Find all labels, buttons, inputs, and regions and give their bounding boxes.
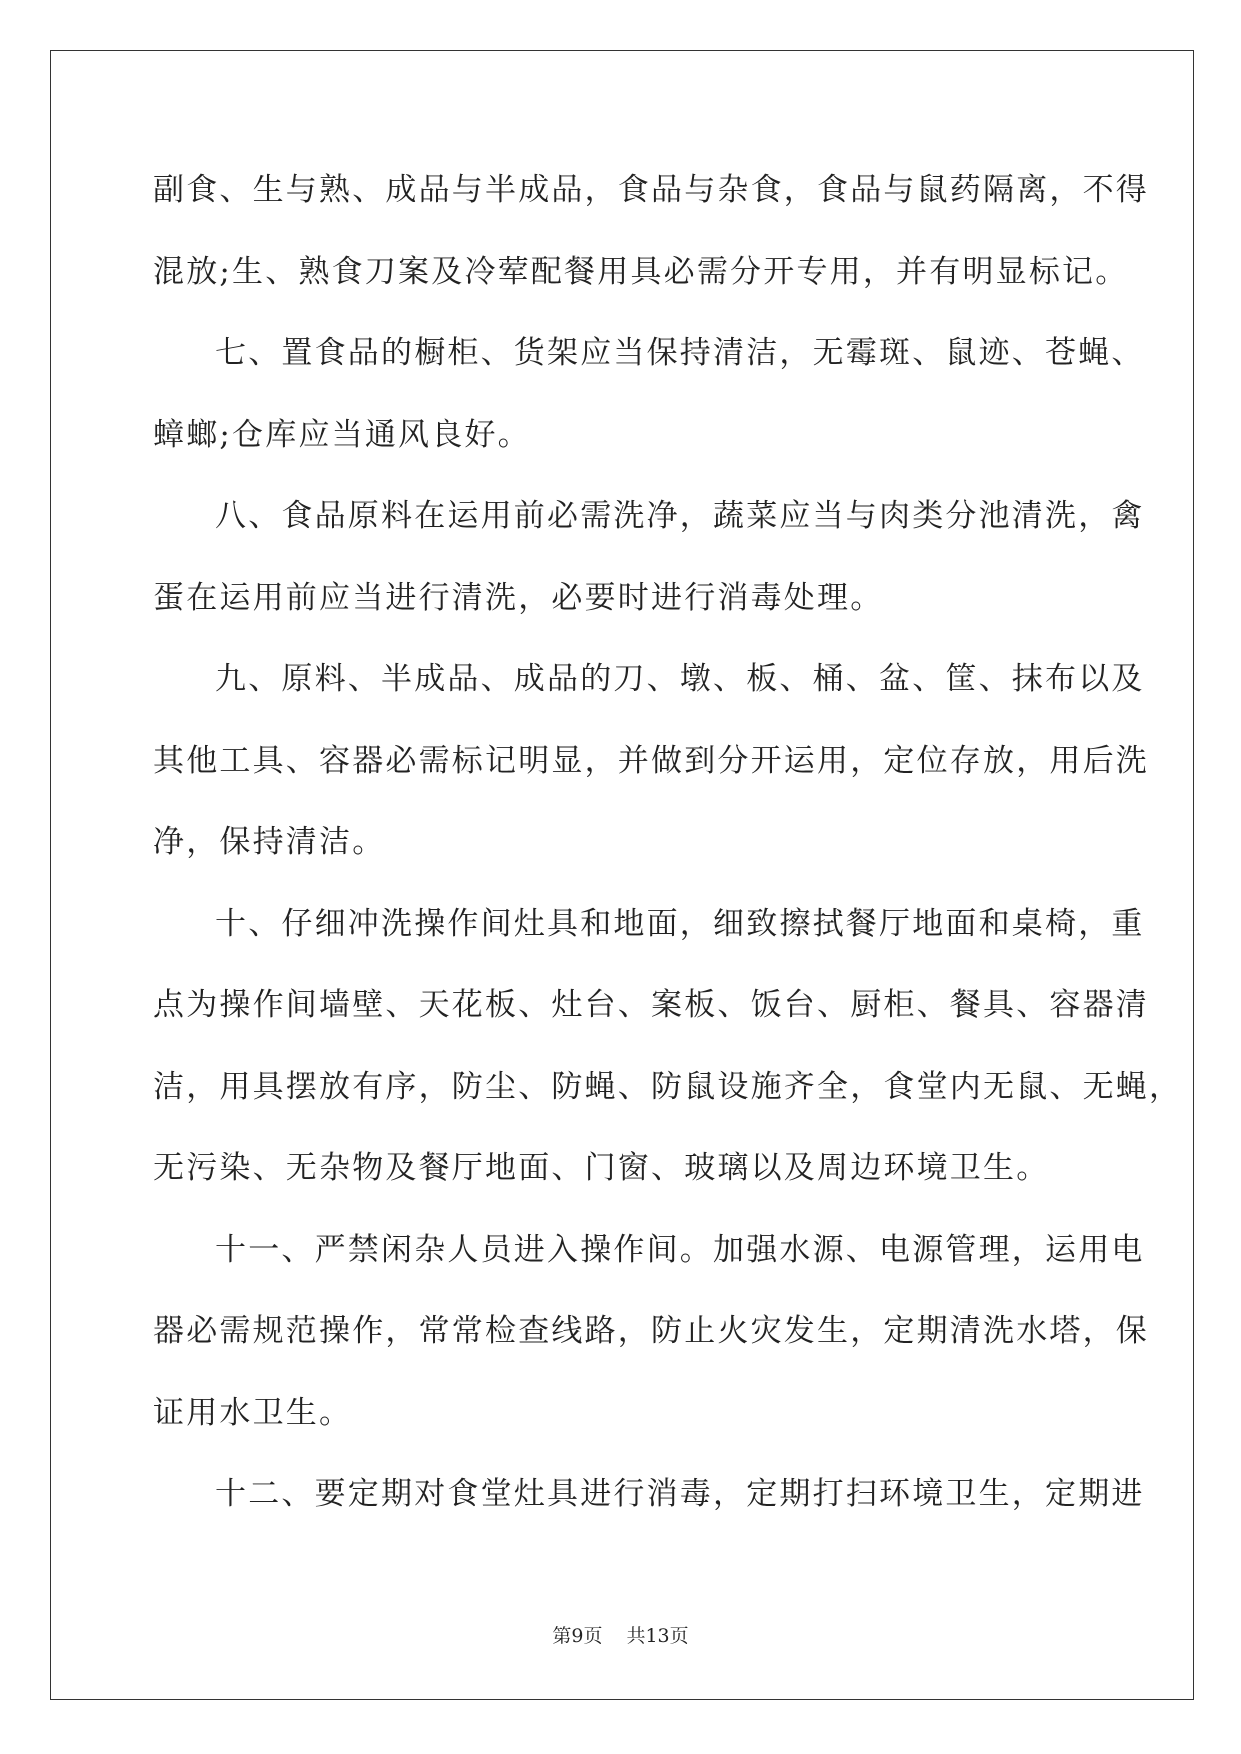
- text-line: 无污染、无杂物及餐厅地面、门窗、玻璃以及周边环境卫生。: [153, 1150, 1050, 1186]
- text-line: 副食、生与熟、成品与半成品，食品与杂食，食品与鼠药隔离，不得: [153, 172, 1149, 208]
- text-line: 九、原料、半成品、成品的刀、墩、板、桶、盆、筐、抹布以及: [215, 661, 1145, 697]
- text-line: 器必需规范操作，常常检查线路，防止火灾发生，定期清洗水塔，保: [153, 1313, 1149, 1349]
- text-line: 净，保持清洁。: [153, 824, 386, 860]
- page-footer: [0, 1621, 1241, 1648]
- text-line: 蟑螂;仓库应当通风良好。: [153, 416, 531, 453]
- page-number: 第9页: [552, 1625, 603, 1647]
- text-line: 点为操作间墙壁、天花板、灶台、案板、饭台、厨柜、餐具、容器清: [153, 987, 1149, 1023]
- text-line: 十、仔细冲洗操作间灶具和地面，细致擦拭餐厅地面和桌椅，重: [215, 905, 1145, 942]
- document-body: [153, 160, 1183, 1546]
- text-line: 其他工具、容器必需标记明显，并做到分开运用，定位存放，用后洗: [153, 742, 1149, 779]
- text-line: 混放;生、熟食刀案及冷荤配餐用具必需分开专用，并有明显标记。: [153, 253, 1129, 290]
- page-total: 共13页: [626, 1625, 689, 1647]
- text-line: 七、置食品的橱柜、货架应当保持清洁，无霉斑、鼠迹、苍蝇、: [215, 335, 1145, 371]
- text-line: 八、食品原料在运用前必需洗净，蔬菜应当与肉类分池清洗，禽: [215, 498, 1145, 534]
- text-line: 十一、严禁闲杂人员进入操作间。加强水源、电源管理，运用电: [215, 1231, 1145, 1268]
- text-line: 蛋在运用前应当进行清洗，必要时进行消毒处理。: [153, 579, 884, 616]
- text-line: 洁，用具摆放有序，防尘、防蝇、防鼠设施齐全，食堂内无鼠、无蝇，: [153, 1068, 1183, 1105]
- text-line: 十二、要定期对食堂灶具进行消毒，定期打扫环境卫生，定期进: [215, 1476, 1145, 1512]
- text-line: 证用水卫生。: [153, 1394, 353, 1431]
